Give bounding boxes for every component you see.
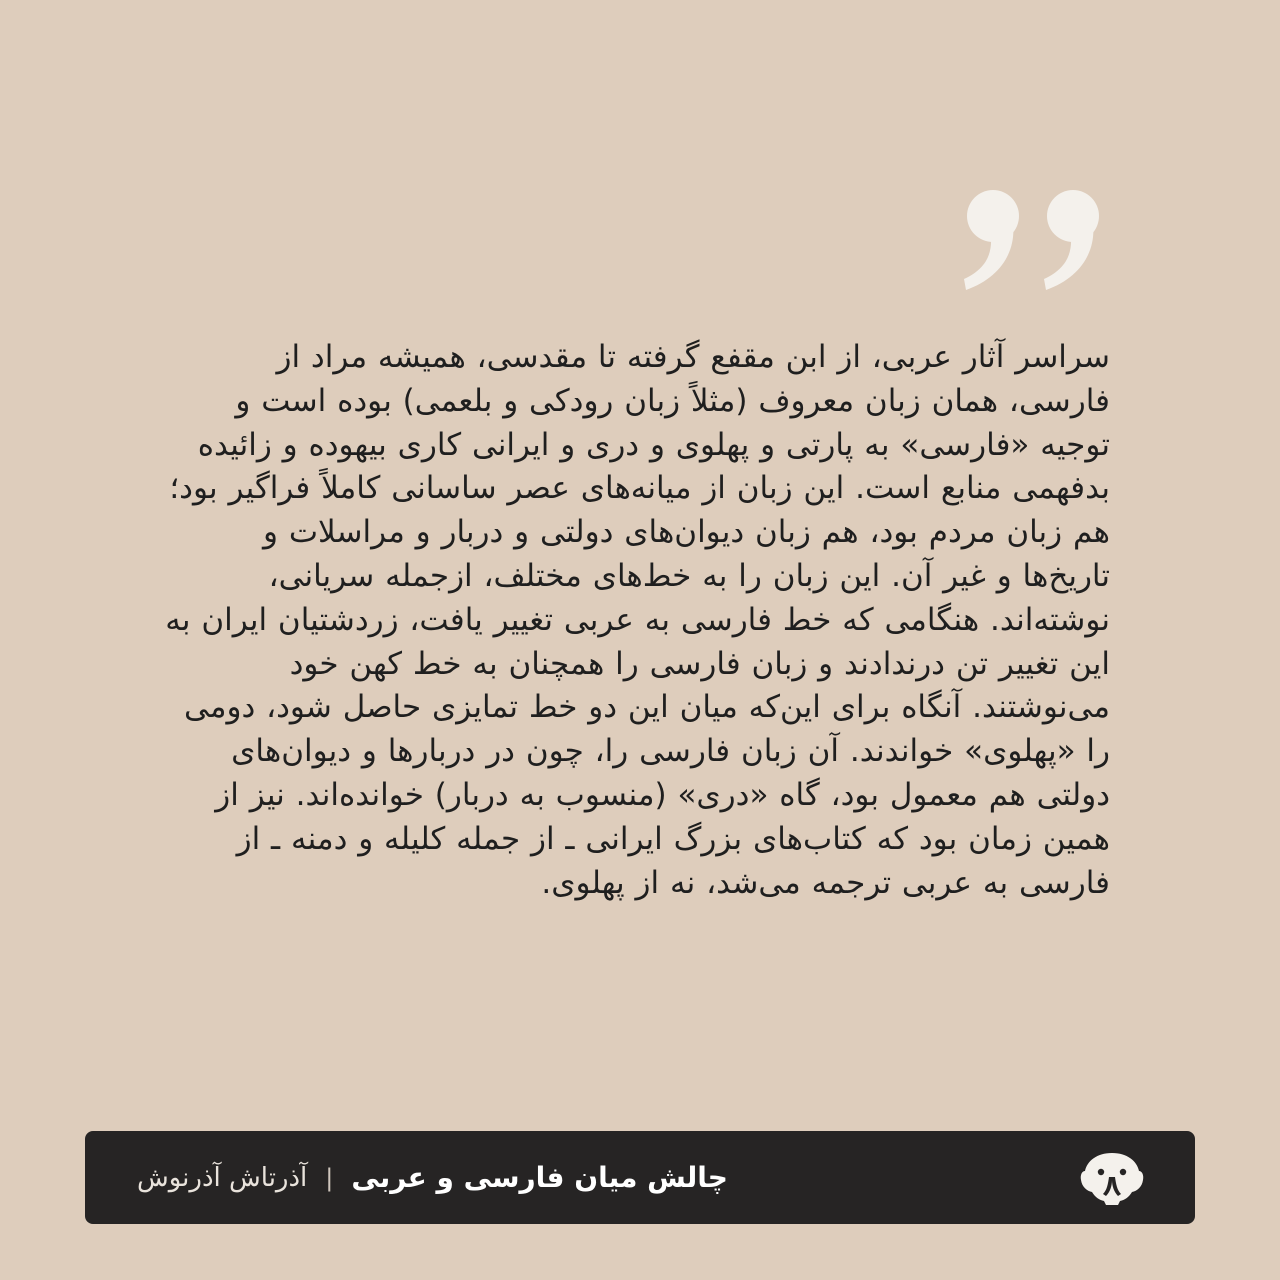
quote-body-text: سراسر آثار عربی، از ابن مقفع گرفته تا مقدسی، همیشه مراد از فارسی، همان زبان معروف (مثلاً زبان رودکی و بلعمی) بوده است و توجیه «فارسی» به پارتی و پهلوی و دری و ایرانی کاری بیهوده و زائیده بدفهمی منابع است. این زبان از میانه‌های عصر ساسانی کاملاً فراگیر بود؛ هم زبان مردم بود، هم زبان دیوان‌های دولتی و دربار و مراسلات و تاریخ‌ها و غیر آن. این زبان را به خط‌های مختلف، ازجمله سریانی، نوشته‌اند. هنگامی که خط فارسی به عربی تغییر یافت، زردشتیان ایران به این تغییر تن درندادند و زبان فارسی را همچنان به خط کهن خود می‌نوشتند. آنگاه برای این‌که میان این دو خط تمایزی حاصل شود، دومی را «پهلوی» خواندند. آن زبان فارسی را، چون در دربارها و دیوان‌های دولتی هم معمول بود، گاه «دری» (منسوب به دربار) خوانده‌اند. نیز از همین زمان بود که کتاب‌های بزرگ ایرانی ـ از جمله کلیله و دمنه ـ از فارسی به عربی ترجمه می‌شد، نه از پهلوی. [165, 339, 1110, 901]
author-name: آذرتاش آذرنوش [137, 1162, 308, 1193]
book-title: چالش میان فارسی و عربی [351, 1161, 728, 1194]
elephant-logo-icon [1079, 1150, 1145, 1206]
footer-title-group [137, 1161, 728, 1194]
title-separator: | [325, 1163, 334, 1192]
closing-quote-mark-icon [958, 180, 1114, 296]
footer-bar [85, 1131, 1195, 1224]
